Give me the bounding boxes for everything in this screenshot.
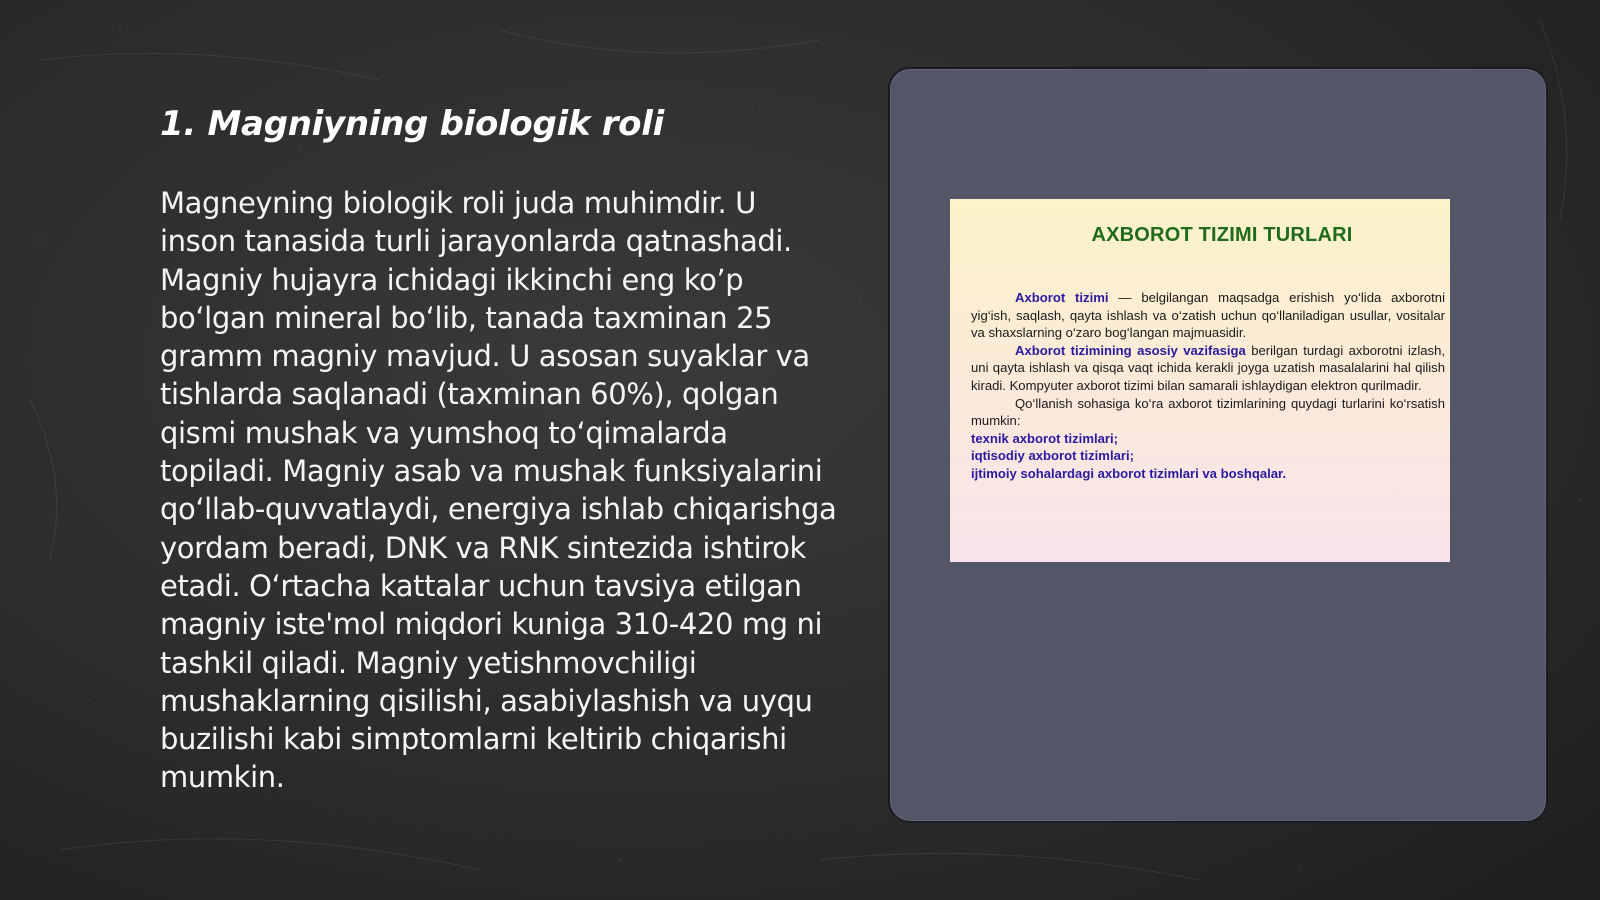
slide-paragraph-2 [971, 342, 1445, 395]
slide-body [971, 289, 1445, 483]
slide-text-1: — belgilangan maqsadga erishish yo‘lida axborotni yig‘ish, saqlash, qayta ishlash va o‘zatish uchun qo‘llaniladigan usullar, vositalar va shaxslarning o‘zaro bog‘langan majmuasidir. [971, 290, 1445, 341]
slide-term-2: Axborot tizimining asosiy vazifasiga [1015, 342, 1246, 358]
slide-title: AXBOROT TIZIMI TURLARI [1091, 224, 1353, 246]
body-paragraph: Magneyning biologik roli juda muhimdir. U inson tanasida turli jarayonlarda qatnashadi. Magniy hujayra ichidagi ikkinchi eng ko’p bo‘lgan mineral bo‘lib, tanada taxminan 25 gramm magniy mavjud. U asosan suyaklar va tishlarda saqlanadi (taxminan 60%), qolgan qismi mushak va yumshoq to‘qimalarda topiladi. Magniy asab va mushak funksiyalarini qo‘llab-quvvatlaydi, energiya ishlab chiqarishga yordam beradi, DNK va RNK sintezida ishtirok etadi. O‘rtacha kattalar uchun tavsiya etilgan magniy iste'mol miqdori kuniga 310-420 mg ni tashkil qiladi. Magniy yetishmovchiligi mushaklarning qisilishi, asabiylashish va uyqu buzilishi kabi simptomlarni keltirib chiqarishi mumkin. [160, 186, 837, 795]
slide-paragraph-1 [971, 289, 1445, 342]
slide-list-item: ijtimoiy sohalardagi axborot tizimlari va boshqalar. [971, 465, 1287, 481]
slide-term-1: Axborot tizimi [1015, 290, 1109, 305]
embedded-slide-image [950, 199, 1450, 562]
slide-paragraph-3: Qo‘llanish sohasiga ko‘ra axborot tizimlarining quydagi turlarini ko‘rsatish mumkin: [971, 395, 1445, 429]
slide-list-item: texnik axborot tizimlari; [971, 430, 1118, 446]
slide-list-item: iqtisodiy axborot tizimlari; [971, 448, 1134, 464]
page-title: 1. Magniyning biologik roli [160, 104, 664, 144]
slide-text-2: berilgan turdagi axborotni izlash, uni qayta ishlash va qisqa vaqt ichida kerakli joyga uzatish masalalarini hal qilish kiradi. Kompyuter axborot tizimi bilan samarali ishlaydigan elektron qurilmadir. [971, 342, 1446, 393]
